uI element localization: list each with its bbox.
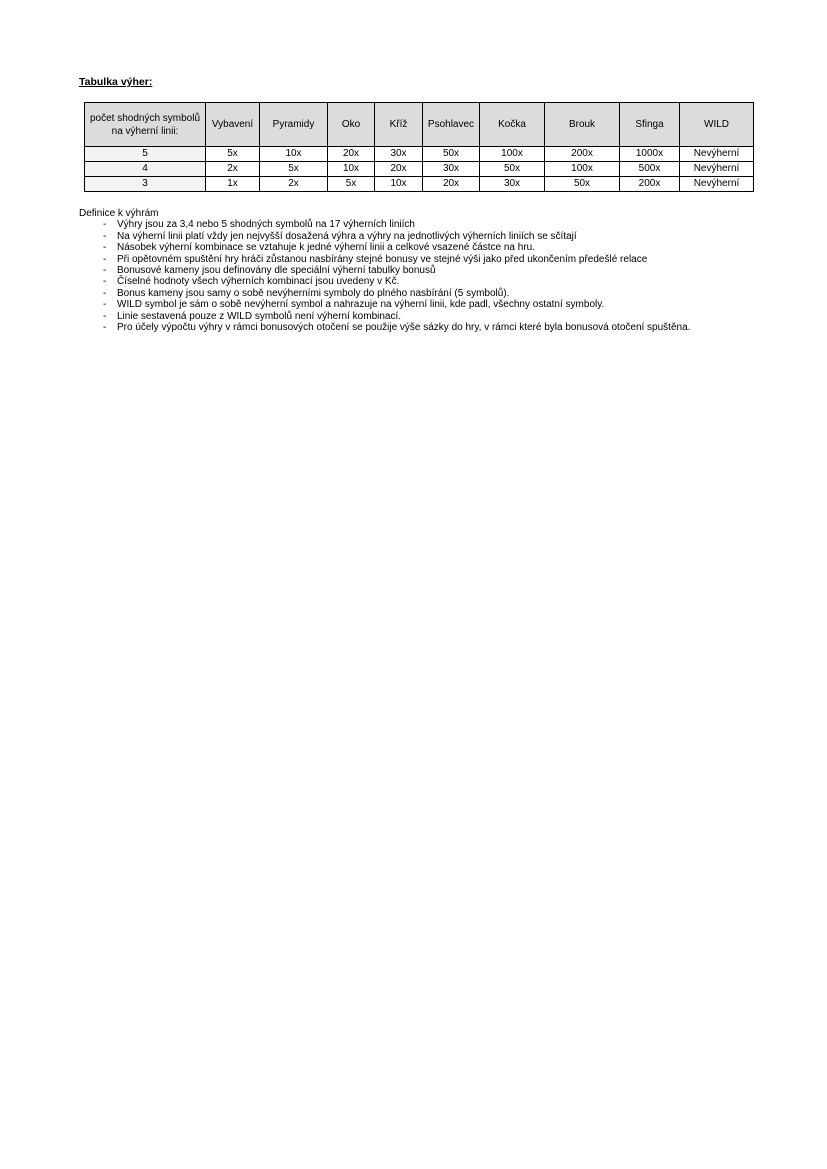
- bullet-dash: -: [103, 265, 107, 277]
- table-cell: 20x: [375, 162, 423, 177]
- rule-text: Při opětovném spuštění hry hráči zůstanou nasbírány stejné bonusy ve stejné výši jako před ukončením předešlé relace: [117, 253, 648, 265]
- header-wild: WILD: [680, 103, 754, 147]
- table-cell: 5x: [260, 162, 328, 177]
- header-symbol-count: počet shodných symbolů na výherní linii:: [85, 103, 206, 147]
- rule-text: Bonusové kameny jsou definovány dle speciální výherní tabulky bonusů: [117, 265, 436, 277]
- list-item: [79, 242, 779, 253]
- rules-list: [79, 219, 779, 333]
- header-kriz: Kříž: [375, 103, 423, 147]
- table-cell: 10x: [375, 177, 423, 192]
- header-sfinga: Sfinga: [620, 103, 680, 147]
- bullet-dash: -: [103, 322, 107, 334]
- table-row: [85, 147, 754, 162]
- header-kocka: Kočka: [480, 103, 545, 147]
- table-cell: 30x: [423, 162, 480, 177]
- definitions-section: [79, 208, 779, 333]
- list-item: [79, 231, 779, 242]
- page-title: Tabulka výher:: [79, 76, 153, 88]
- table-cell: 50x: [423, 147, 480, 162]
- list-item: [79, 322, 779, 333]
- table-cell: 20x: [328, 147, 375, 162]
- win-table: [84, 102, 754, 192]
- header-vybaveni: Vybavení: [206, 103, 260, 147]
- table-row: [85, 177, 754, 192]
- header-pyramidy: Pyramidy: [260, 103, 328, 147]
- table-cell: Nevýherní: [680, 147, 754, 162]
- table-cell: 50x: [480, 162, 545, 177]
- table-cell: 100x: [545, 162, 620, 177]
- header-psohlavec: Psohlavec: [423, 103, 480, 147]
- bullet-dash: -: [103, 276, 107, 288]
- rule-text: Na výherní linii platí vždy jen nejvyšší dosažená výhra a výhry na jednotlivých výherních liniích se sčítají: [117, 230, 577, 242]
- bullet-dash: -: [103, 230, 107, 242]
- bullet-dash: -: [103, 299, 107, 311]
- table-cell: 2x: [206, 162, 260, 177]
- table-cell: 1x: [206, 177, 260, 192]
- table-cell: 4: [85, 162, 206, 177]
- table-cell: 3: [85, 177, 206, 192]
- table-cell: 200x: [620, 177, 680, 192]
- table-cell: 5x: [206, 147, 260, 162]
- table-cell: 10x: [260, 147, 328, 162]
- list-item: [79, 288, 779, 299]
- list-item: [79, 265, 779, 276]
- rule-text: Číselné hodnoty všech výherních kombinací jsou uvedeny v Kč.: [117, 276, 400, 288]
- table-cell: 1000x: [620, 147, 680, 162]
- rule-text: Bonus kameny jsou samy o sobě nevýherními symboly do plného nasbírání (5 symbolů).: [117, 287, 510, 299]
- rule-text: Výhry jsou za 3,4 nebo 5 shodných symbolů na 17 výherních liniích: [117, 219, 415, 231]
- table-cell: 20x: [423, 177, 480, 192]
- table-cell: 30x: [375, 147, 423, 162]
- bullet-dash: -: [103, 253, 107, 265]
- header-brouk: Brouk: [545, 103, 620, 147]
- rule-text: Pro účely výpočtu výhry v rámci bonusových otočení se použije výše sázky do hry, v rámci které byla bonusová otočení spuštěna.: [117, 322, 691, 334]
- table-row: [85, 162, 754, 177]
- rule-text: Násobek výherní kombinace se vztahuje k jedné výherní linii a celkové vsazené částce na hru.: [117, 242, 536, 254]
- rule-text: WILD symbol je sám o sobě nevýherní symbol a nahrazuje na výherní linii, kde padl, všechny ostatní symboly.: [117, 299, 605, 311]
- list-item: [79, 299, 779, 310]
- table-cell: Nevýherní: [680, 177, 754, 192]
- bullet-dash: -: [103, 310, 107, 322]
- table-cell: 200x: [545, 147, 620, 162]
- header-oko: Oko: [328, 103, 375, 147]
- definitions-title: Definice k výhrám: [79, 208, 159, 219]
- table-cell: 2x: [260, 177, 328, 192]
- list-item: [79, 254, 779, 265]
- list-item: [79, 276, 779, 287]
- table-cell: 50x: [545, 177, 620, 192]
- table-cell: 5x: [328, 177, 375, 192]
- list-item: [79, 219, 779, 230]
- table-cell: 100x: [480, 147, 545, 162]
- bullet-dash: -: [103, 242, 107, 254]
- table-header-row: [85, 103, 754, 147]
- bullet-dash: -: [103, 219, 107, 231]
- list-item: [79, 311, 779, 322]
- rule-text: Linie sestavená pouze z WILD symbolů není výherní kombinací.: [117, 310, 402, 322]
- table-cell: Nevýherní: [680, 162, 754, 177]
- table-cell: 500x: [620, 162, 680, 177]
- bullet-dash: -: [103, 287, 107, 299]
- table-cell: 5: [85, 147, 206, 162]
- table-cell: 10x: [328, 162, 375, 177]
- table-cell: 30x: [480, 177, 545, 192]
